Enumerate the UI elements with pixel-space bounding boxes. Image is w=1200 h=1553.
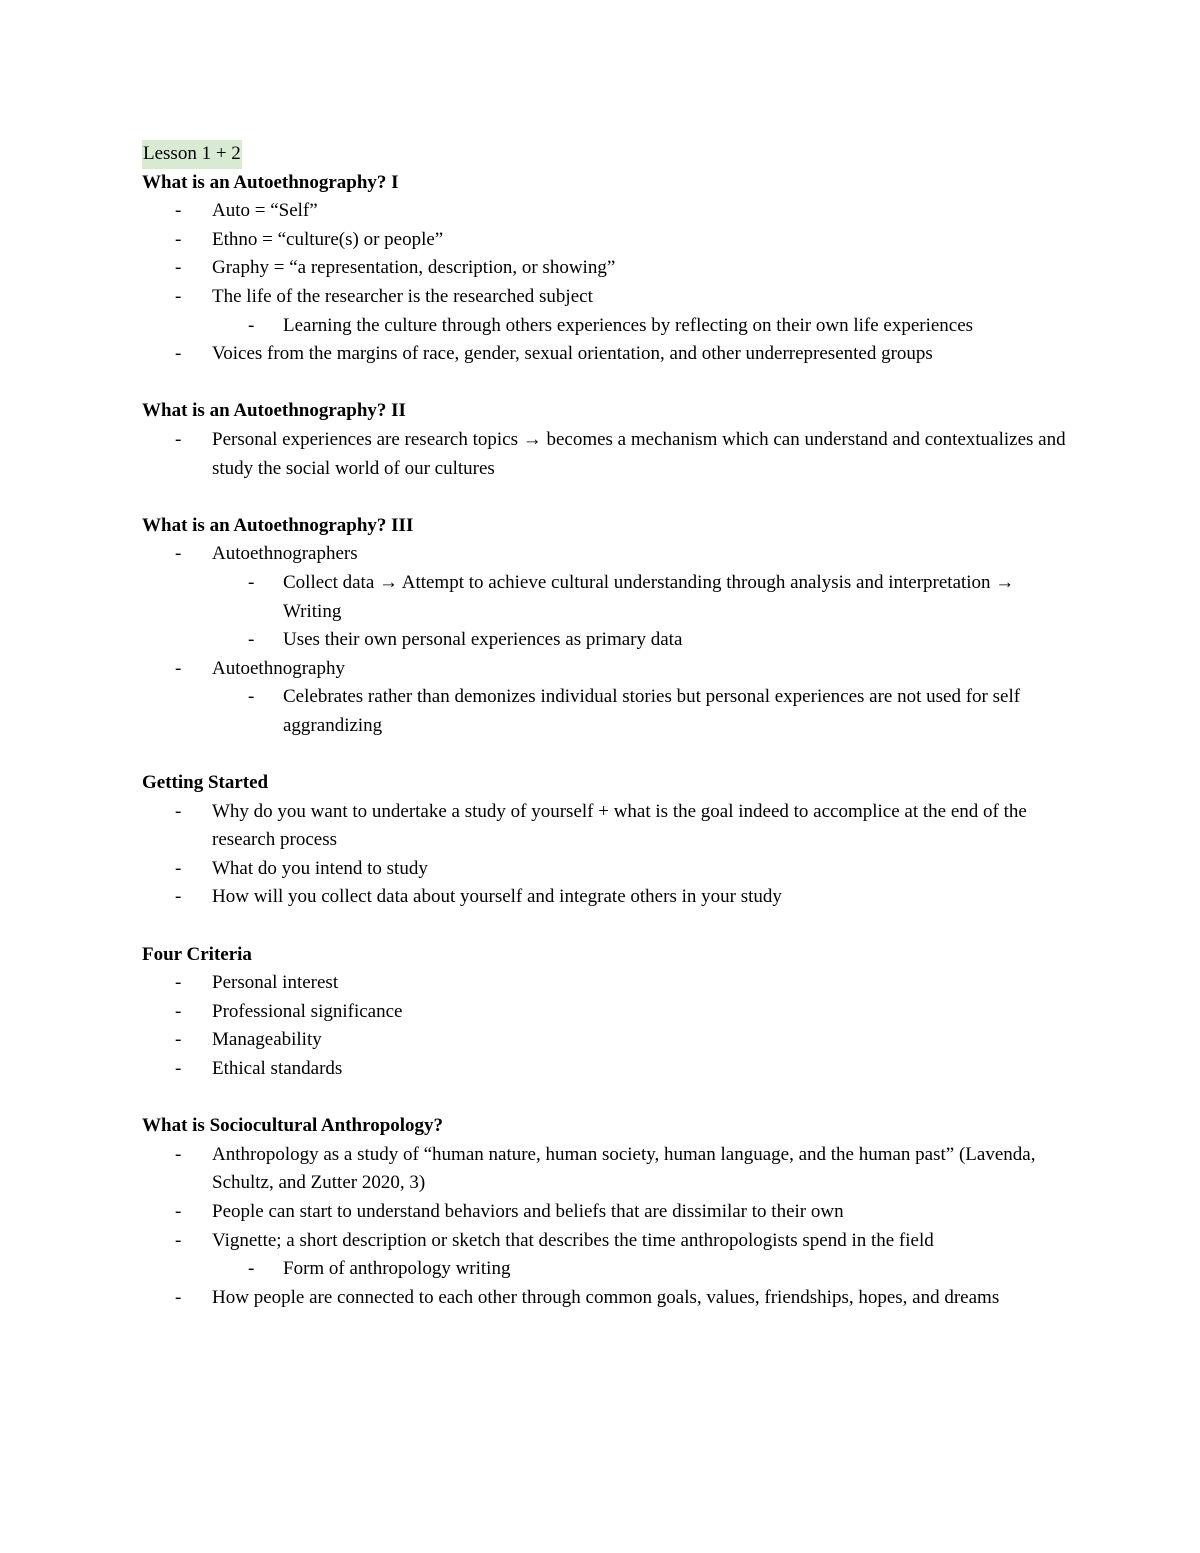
bullet-item <box>142 1227 1072 1284</box>
bullet-list <box>142 540 1072 740</box>
sub-bullet-list <box>212 312 1072 341</box>
notes-section <box>142 769 1072 912</box>
section-heading: What is Sociocultural Anthropology? <box>142 1115 444 1137</box>
bullet-item <box>142 197 1072 226</box>
bullet-text: The life of the researcher is the researched subject <box>212 285 593 307</box>
bullet-item <box>142 969 1072 998</box>
bullet-item <box>142 283 1072 340</box>
lesson-label: Lesson 1 + 2 <box>142 140 242 169</box>
bullet-text: People can start to understand behaviors and beliefs that are dissimilar to their own <box>212 1200 844 1222</box>
sub-bullet-list <box>212 683 1072 740</box>
section-heading: What is an Autoethnography? III <box>142 514 414 536</box>
section-heading: Getting Started <box>142 772 269 794</box>
bullet-item <box>142 1198 1072 1227</box>
bullet-item <box>142 1026 1072 1055</box>
bullet-item <box>142 798 1072 855</box>
section-spacer <box>142 912 1072 941</box>
bullet-item <box>142 540 1072 654</box>
bullet-text: Manageability <box>212 1029 322 1051</box>
bullet-text: What do you intend to study <box>212 857 428 879</box>
bullet-list <box>142 197 1072 369</box>
sub-bullet-item: - Celebrates rather than demonizes individual stories but personal experiences are not used for self aggrandizing <box>212 683 1072 740</box>
bullet-text: Personal experiences are research topics → becomes a mechanism which can understand and contextualizes and study the social world of our cultures <box>212 428 1066 479</box>
bullet-text: Anthropology as a study of “human nature, human society, human language, and the human past” (Lavenda, Schultz, and Zutter 2020, 3) <box>212 1143 1036 1194</box>
bullet-text: Ethical standards <box>212 1058 343 1079</box>
bullet-item <box>142 883 1072 912</box>
notes-section <box>142 397 1072 483</box>
bullet-text: Voices from the margins of race, gender, sexual orientation, and other underrepresented groups <box>212 343 933 365</box>
bullet-text: Auto = “Self” <box>212 200 318 222</box>
sub-bullet-item: - Collect data → Attempt to achieve cultural understanding through analysis and interpretation → Writing <box>212 569 1072 626</box>
bullet-item <box>142 998 1072 1027</box>
section-heading: Four Criteria <box>142 943 252 965</box>
bullet-item <box>142 855 1072 884</box>
bullet-text: Personal interest <box>212 972 339 994</box>
bullet-item <box>142 1055 1072 1084</box>
section-heading: What is an Autoethnography? II <box>142 400 406 422</box>
bullet-text: Why do you want to undertake a study of yourself + what is the goal indeed to accomplice at the end of the research process <box>212 800 1027 851</box>
sub-bullet-item: - Uses their own personal experiences as primary data <box>212 626 1072 655</box>
lesson-title-line <box>142 140 1072 169</box>
sub-bullet-list <box>212 1255 1072 1284</box>
notes-section <box>142 1112 1072 1312</box>
bullet-list <box>142 426 1072 483</box>
bullet-item <box>142 340 1072 369</box>
section-spacer <box>142 1084 1072 1113</box>
bullet-text: Autoethnography <box>212 657 345 679</box>
bullet-text: How people are connected to each other through common goals, values, friendships, hopes, and dreams <box>212 1286 1000 1308</box>
sub-bullet-list <box>212 569 1072 655</box>
notes-body <box>142 169 1072 1313</box>
bullet-item <box>142 1284 1072 1313</box>
bullet-text: Autoethnographers <box>212 543 358 565</box>
notes-section <box>142 941 1072 1084</box>
bullet-list <box>142 969 1072 1083</box>
document-page <box>142 140 1072 1312</box>
bullet-list <box>142 1141 1072 1313</box>
section-spacer <box>142 483 1072 512</box>
section-spacer <box>142 369 1072 398</box>
notes-section <box>142 512 1072 741</box>
bullet-item <box>142 226 1072 255</box>
bullet-item <box>142 655 1072 741</box>
bullet-item <box>142 426 1072 483</box>
bullet-list <box>142 798 1072 912</box>
notes-section <box>142 169 1072 369</box>
bullet-item <box>142 1141 1072 1198</box>
bullet-text: How will you collect data about yourself and integrate others in your study <box>212 886 782 908</box>
bullet-text: Vignette; a short description or sketch that describes the time anthropologists spend in the field <box>212 1229 934 1251</box>
section-heading: What is an Autoethnography? I <box>142 171 399 193</box>
section-spacer <box>142 740 1072 769</box>
sub-bullet-item: - Form of anthropology writing <box>212 1255 1072 1284</box>
bullet-text: Professional significance <box>212 1000 403 1022</box>
bullet-text: Graphy = “a representation, description, or showing” <box>212 257 616 279</box>
bullet-text: Ethno = “culture(s) or people” <box>212 228 444 250</box>
sub-bullet-item: - Learning the culture through others experiences by reflecting on their own life experiences <box>212 312 1072 341</box>
bullet-item <box>142 254 1072 283</box>
